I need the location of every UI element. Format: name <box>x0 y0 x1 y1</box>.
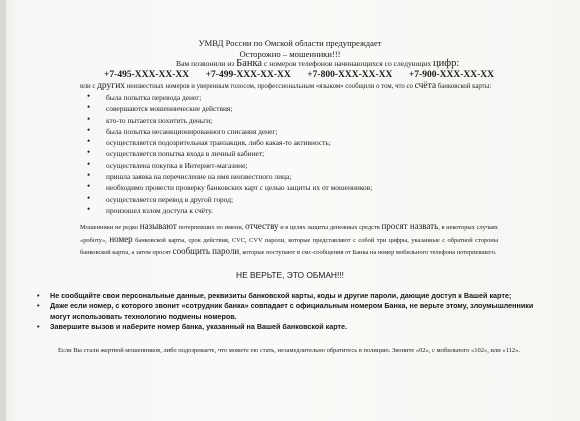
para-text: Мошенники не редко <box>80 224 140 231</box>
para-emph: отчеству <box>245 221 279 231</box>
rule-item: • Даже если номер, с которого звонит «сотрудник банка» совпадает с официальным номером Банка, не верьте этому, злоумышленники могут использовать технологию подмены номеров. <box>37 301 539 322</box>
document-header <box>0 38 580 60</box>
safety-rules-list <box>37 291 539 333</box>
list-item: • осуществляется попытка входа в личный кабинет; <box>80 148 372 159</box>
list-item: • кто-то пытается похитить деньги; <box>80 115 372 126</box>
phone-prefix: +7-900-XXX-XX-XX <box>408 70 494 80</box>
para-text: , в некоторых случаях «роботу», <box>80 224 499 244</box>
call-intro-rest: с номеров телефонов начинающихся со следующих <box>262 59 434 68</box>
para-text: потерпевших по имени, <box>176 224 246 231</box>
phone-prefix: +7-495-XXX-XX-XX <box>104 70 190 80</box>
list-item: • осуществлена покупка в Интернет-магазине; <box>80 160 372 171</box>
call-intro-bank: Банка <box>236 58 263 69</box>
para-emph: номер <box>109 233 133 244</box>
police-contact-footer: Если Вы стали жертвой мошенников, либо подозреваете, что можете ею стать, незамедлительно обратитесь в полицию. Звоните «02», с мобильного «102», или «112». <box>58 347 520 354</box>
call-intro <box>176 59 459 68</box>
intro-mid: неизвестных номеров и уверенным голосом, профессиональным «языком» сообщили о том, что со <box>125 83 415 90</box>
list-item: • осуществляется подозрительная транзакция, либо какая-то активность; <box>80 137 372 148</box>
intro-pre: или с <box>80 83 98 90</box>
phone-prefix: +7-800-XXX-XX-XX <box>307 70 393 80</box>
intro-post: банковской карты: <box>436 83 492 90</box>
intro-account: счёта <box>414 81 437 91</box>
rule-item: • Не сообщайте свои персональные данные, реквизиты банковской карты, коды и другие пароли, дающие доступ к Вашей карте; <box>37 291 539 301</box>
para-text: и в целях защиты денежных средств <box>278 224 382 231</box>
intro-line <box>80 82 510 91</box>
phone-prefixes <box>104 70 494 80</box>
list-item: • необходимо провести проверку банковских карт с целью защиты их от мошенников; <box>80 182 372 193</box>
header-warning: Осторожно – мошенники!!! <box>239 49 341 59</box>
phone-prefix: +7-499-XXX-XX-XX <box>205 70 291 80</box>
fraud-method-paragraph <box>80 221 498 259</box>
list-item: • произошел взлом доступа к счёту. <box>80 205 372 216</box>
list-item: • была попытка перевода денег; <box>80 92 372 103</box>
scam-claims-list <box>80 92 372 216</box>
list-item: • была попытка несанкционированного списания денег; <box>80 126 372 137</box>
para-text: , которые поступают в смс-сообщения от Банка на номер мобильного телефона потерпевшего. <box>239 249 497 257</box>
call-intro-text: Вам позвонили из <box>176 59 237 68</box>
list-item: • совершаются мошеннические действия; <box>80 103 372 114</box>
warning-heading: НЕ ВЕРЬТЕ, ЭТО ОБМАН!!! <box>236 270 344 280</box>
para-emph: называют <box>139 221 177 231</box>
para-emph: сообщить пароли <box>172 246 240 257</box>
list-item: • пришла заявка на перечисление на имя неизвестного лица; <box>80 171 372 182</box>
list-item: • осуществляется перевод в другой город; <box>80 194 372 205</box>
intro-other: других <box>97 81 126 91</box>
header-title: УМВД России по Омской области предупреждает <box>198 38 382 48</box>
call-intro-digits: цифр: <box>433 58 460 69</box>
para-text: банковской карты, срок действия, CVC, CVV пароли, которые представляют с собой три цифры, указанные с обратной стороны банковской карты, а затем просят <box>80 236 499 257</box>
rule-item: • Завершите вызов и наберите номер банка, указанный на Вашей банковской карте. <box>37 322 539 332</box>
para-emph: просят назвать <box>381 221 439 231</box>
scan-edge <box>0 0 6 421</box>
